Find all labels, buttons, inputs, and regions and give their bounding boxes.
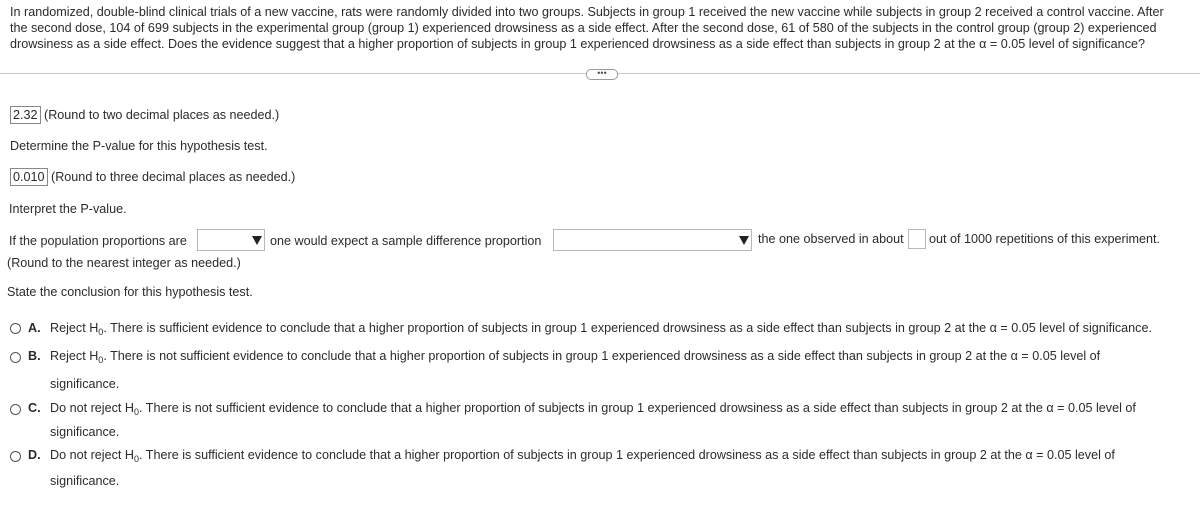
- population-proportions-dropdown[interactable]: [197, 229, 265, 251]
- pvalue-prompt: Determine the P-value for this hypothesis test.: [10, 139, 268, 153]
- option-letter: D.: [28, 448, 41, 462]
- pvalue-row: [10, 168, 295, 186]
- question-line: drowsiness as a side effect. Does the evidence suggest that a higher proportion of subjects in group 1 experienced drowsiness as a side effect than subjects in group 2 at the α = 0.05 level of significance?: [10, 37, 1145, 51]
- interpret-text-3: the one observed in about: [758, 232, 904, 246]
- comparison-dropdown[interactable]: [553, 229, 752, 251]
- question-line: In randomized, double-blind clinical trials of a new vaccine, rats were randomly divided into two groups. Subjects in group 1 received the new vaccine while subjects in group 2 received a control vaccine. After: [10, 5, 1164, 19]
- question-line: the second dose, 104 of 699 subjects in the experimental group (group 1) experienced drowsiness as a side effect. After the second dose, 61 of 580 of the subjects in the control group (group 2) experienced: [10, 21, 1157, 35]
- option-period: .: [139, 401, 143, 415]
- option-lead: Reject H: [50, 349, 99, 363]
- question-text: [10, 4, 1190, 52]
- option-letter: C.: [28, 401, 41, 415]
- expand-question-button[interactable]: •••: [586, 69, 618, 80]
- conclusion-prompt: State the conclusion for this hypothesis test.: [7, 285, 253, 299]
- option-rest: There is sufficient evidence to conclude that a higher proportion of subjects in group 1 experienced drowsiness as a side effect than subjects in group 2 at the α = 0.05 level of significance.: [110, 321, 1152, 335]
- interpret-text-2: one would expect a sample difference proportion: [270, 234, 542, 248]
- interpret-text-1: If the population proportions are: [9, 234, 187, 248]
- option-period: .: [103, 321, 107, 335]
- radio-button-d[interactable]: [10, 451, 21, 462]
- interpret-text-4: out of 1000 repetitions of this experiment.: [929, 232, 1161, 246]
- option-rest: There is sufficient evidence to conclude that a higher proportion of subjects in group 1 experienced drowsiness as a side effect than subjects in group 2 at the α = 0.05 level of: [145, 448, 1115, 462]
- radio-button-a[interactable]: [10, 323, 21, 334]
- chevron-down-icon: [739, 236, 749, 245]
- radio-button-c[interactable]: [10, 404, 21, 415]
- subscript: 0: [134, 407, 140, 417]
- option-period: .: [139, 448, 143, 462]
- subscript: 0: [134, 454, 140, 464]
- option-rest: There is not sufficient evidence to conclude that a higher proportion of subjects in group 1 experienced drowsiness as a side effect than subjects in group 2 at the α = 0.05 level of: [110, 349, 1101, 363]
- interpret-prompt: Interpret the P-value.: [9, 202, 127, 216]
- option-text-cont: significance.: [50, 474, 120, 488]
- test-statistic-answer[interactable]: 2.32: [10, 106, 41, 124]
- option-letter: B.: [28, 349, 41, 363]
- test-statistic-row: [10, 106, 279, 124]
- pvalue-answer[interactable]: 0.010: [10, 168, 48, 186]
- option-letter: A.: [28, 321, 41, 335]
- chevron-down-icon: [252, 236, 262, 245]
- option-rest: There is not sufficient evidence to conclude that a higher proportion of subjects in group 1 experienced drowsiness as a side effect than subjects in group 2 at the α = 0.05 level of: [145, 401, 1136, 415]
- test-statistic-note: (Round to two decimal places as needed.): [44, 108, 280, 122]
- interpret-note: (Round to the nearest integer as needed.): [7, 256, 241, 270]
- repetitions-input[interactable]: [908, 229, 926, 249]
- pvalue-note: (Round to three decimal places as needed.): [51, 170, 296, 184]
- option-text: [50, 448, 1115, 464]
- option-lead: Reject H: [50, 321, 99, 335]
- subscript: 0: [98, 355, 104, 365]
- option-period: .: [103, 349, 107, 363]
- radio-button-b[interactable]: [10, 352, 21, 363]
- option-lead: Do not reject H: [50, 448, 134, 462]
- option-text: [50, 401, 1136, 417]
- option-text: [50, 321, 1152, 337]
- subscript: 0: [98, 327, 104, 337]
- option-lead: Do not reject H: [50, 401, 134, 415]
- option-text: [50, 349, 1100, 365]
- option-text-cont: significance.: [50, 377, 120, 391]
- option-text-cont: significance.: [50, 425, 120, 439]
